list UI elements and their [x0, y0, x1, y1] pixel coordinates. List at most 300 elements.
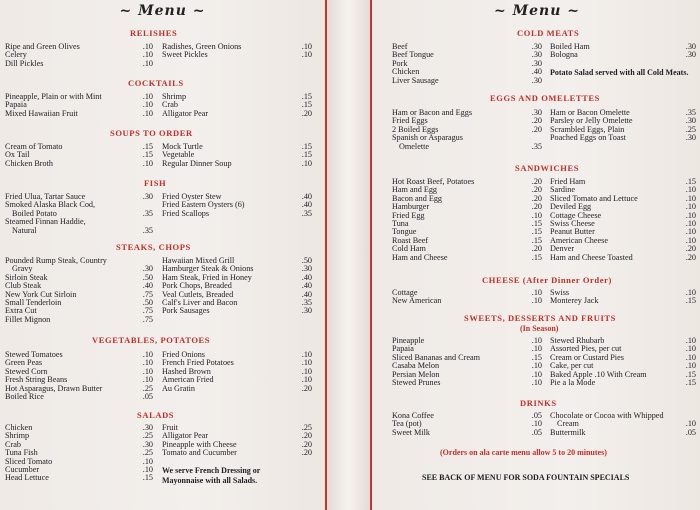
menu-item-price: .35: [142, 208, 153, 218]
menu-item: [5, 316, 153, 324]
menu-item-price: .10: [142, 50, 153, 60]
menu-item-name: American Cheese: [550, 235, 608, 245]
order-time-note: (Orders on ala carte menu allow 5 to 20 minutes): [440, 448, 607, 457]
menu-item-name: Stewed Corn: [5, 366, 48, 376]
menu-item-name: Poached Eggs on Toast: [550, 133, 626, 143]
menu-item-name: Omelette: [399, 141, 430, 151]
menu-item: [162, 210, 312, 218]
menu-item-name: Au Gratin: [162, 383, 195, 393]
menu-item-price: .10: [142, 108, 153, 118]
section-heading-drinks: DRINKS: [520, 398, 557, 408]
menu-item-price: .20: [301, 108, 312, 118]
menu-item-name: Radishes, Green Onions: [162, 42, 242, 51]
menu-item-price: .15: [531, 218, 542, 228]
section-heading-eggs: EGGS AND OMELETTES: [490, 93, 600, 103]
book-gutter: [327, 0, 370, 510]
menu-item-name: Tomato and Cucumber: [162, 448, 237, 458]
menu-item-name: Assorted Pies, per cut: [550, 344, 622, 354]
eggs-col-right: [550, 109, 696, 143]
menu-item-price: .20: [301, 448, 312, 458]
menu-item-name: Celery: [5, 50, 27, 60]
menu-item-price: .10: [531, 377, 542, 387]
menu-item: [392, 297, 542, 305]
menu-item-name: Boiled Ham: [550, 42, 590, 51]
sandwiches-col-right: [550, 178, 696, 262]
soups-col-left: [5, 143, 153, 168]
menu-item-name: Small Tenderloin: [5, 297, 62, 307]
section-heading-relishes: RELISHES: [130, 28, 178, 38]
menu-item-name: Stewed Rhubarb: [550, 336, 605, 345]
menu-item-name: Persian Melon: [392, 369, 440, 379]
menu-item-name: Boiled Potato: [12, 208, 57, 218]
menu-item-price: .75: [142, 289, 153, 299]
menu-item-price: .30: [142, 423, 153, 432]
menu-item-price: .05: [142, 391, 153, 401]
menu-item-name: Pineapple with Cheese: [162, 439, 237, 449]
menu-item-price: .10: [685, 202, 696, 212]
menu-item-price: .10: [301, 350, 312, 359]
drinks-col-right: [550, 412, 696, 437]
menu-item-name: Fried Eastern Oysters (6): [162, 200, 245, 210]
section-heading-soups: SOUPS TO ORDER: [110, 128, 193, 138]
menu-item-name: Fried Onions: [162, 350, 205, 359]
menu-page-right: [370, 0, 700, 510]
menu-item: [392, 379, 542, 387]
menu-item-name: Cream: [557, 419, 579, 429]
menu-item-name: Crab: [162, 100, 178, 110]
menu-item-price: .40: [301, 272, 312, 282]
menu-item-price: .10: [685, 288, 696, 297]
menu-item-price: .10: [301, 366, 312, 376]
cheese-col-right: [550, 289, 696, 306]
menu-item-price: .50: [301, 256, 312, 265]
menu-item-price: .20: [301, 383, 312, 393]
menu-item-name: Smoked Alaska Black Cod,: [5, 200, 96, 210]
menu-item-name: Hot Asparagus, Drawn Butter: [5, 383, 103, 393]
menu-item-name: Ox Tail: [5, 150, 30, 160]
menu-item-name: Ham or Bacon and Eggs: [392, 108, 473, 117]
menu-item-name: Boiled Rice: [5, 391, 44, 401]
menu-item-name: Green Peas: [5, 358, 43, 368]
menu-page-left: [0, 0, 327, 510]
menu-item-price: .05: [685, 427, 696, 437]
menu-item: [392, 77, 542, 85]
menu-item-name: Hawaiian Mixed Grill: [162, 256, 235, 265]
menu-item-price: .05: [531, 411, 542, 420]
menu-item-name: Pie a la Mode: [550, 377, 596, 387]
menu-item-name: Fillet Mignon: [5, 314, 51, 324]
menu-item-price: .15: [685, 177, 696, 186]
menu-item-price: .10: [685, 227, 696, 237]
sweets-col-left: [392, 337, 542, 387]
menu-item-name: Ham and Egg: [392, 185, 438, 195]
menu-title: ~ Menu ~: [119, 3, 206, 19]
menu-item-name: Hot Roast Beef, Potatoes: [392, 177, 475, 186]
menu-item-price: .20: [531, 185, 542, 195]
menu-item-price: .10: [142, 366, 153, 376]
menu-item-name: American Fried: [162, 375, 214, 385]
fish-col-right: [162, 193, 312, 218]
menu-item-price: .75: [142, 306, 153, 316]
menu-item-price: .30: [685, 116, 696, 126]
menu-item-name: Natural: [12, 225, 37, 235]
menu-item-price: .25: [142, 448, 153, 458]
menu-item-price: .10: [142, 158, 153, 168]
section-heading-fish: FISH: [144, 178, 167, 188]
menu-item-price: .15: [142, 150, 153, 160]
menu-item-name: Vegetable: [162, 150, 195, 160]
menu-item-name: Ham or Bacon Omelette: [550, 108, 630, 117]
menu-item-name: Stewed Tomatoes: [5, 350, 63, 359]
section-heading-vegetables: VEGETABLES, POTATOES: [92, 335, 211, 345]
menu-item-name: New American: [392, 296, 442, 306]
menu-item-name: Papaia: [5, 100, 27, 110]
menu-item-price: .10: [142, 464, 153, 474]
menu-item-name: Alligator Pear: [162, 108, 209, 118]
menu-item-name: Tea (pot): [392, 419, 422, 429]
menu-item-price: .20: [301, 431, 312, 441]
section-heading-cheese: CHEESE (After Dinner Order): [482, 275, 612, 285]
menu-item-name: Fried Oyster Stew: [162, 192, 222, 201]
menu-item-name: Cold Ham: [392, 244, 426, 254]
menu-title: ~ Menu ~: [494, 3, 580, 19]
salads-col-left: [5, 424, 153, 483]
menu-item-price: .10: [142, 456, 153, 466]
menu-item: [5, 393, 153, 401]
menu-item-name: Fruit: [162, 423, 178, 432]
menu-item-name: Dill Pickles: [5, 58, 44, 68]
menu-item-price: .30: [142, 192, 153, 201]
menu-item-price: .10: [142, 58, 153, 68]
menu-item: [550, 379, 696, 387]
menu-item: [5, 110, 153, 118]
eggs-col-left: [392, 109, 542, 151]
menu-item: [162, 307, 312, 315]
menu-item-price: .20: [531, 124, 542, 134]
menu-item-name: Ham and Cheese: [392, 252, 448, 262]
menu-item-price: .25: [301, 423, 312, 432]
menu-item-price: .10: [531, 296, 542, 306]
menu-item-price: .30: [301, 264, 312, 274]
menu-item-price: .10: [685, 419, 696, 429]
menu-item-price: .25: [142, 383, 153, 393]
menu-item-name: Hamburger: [392, 202, 430, 212]
menu-item-name: Fresh String Beans: [5, 375, 68, 385]
menu-item-price: .15: [301, 150, 312, 160]
menu-item-name: Sweet Milk: [392, 427, 430, 437]
menu-item-price: .20: [301, 439, 312, 449]
menu-item-name: Casaba Melon: [392, 361, 440, 371]
menu-item-name: Scrambled Eggs, Plain: [550, 124, 625, 134]
menu-item-price: .30: [531, 42, 542, 51]
menu-item-name: Ham and Cheese Toasted: [550, 252, 633, 262]
menu-item-price: .20: [531, 116, 542, 126]
section-heading-cold-meats: COLD MEATS: [517, 28, 580, 38]
menu-item-name: Bologna: [550, 50, 578, 60]
menu-item-name: Pounded Rump Steak, Country: [5, 256, 107, 265]
sandwiches-col-left: [392, 178, 542, 262]
menu-item-price: .10: [531, 336, 542, 345]
menu-item-price: .10: [142, 42, 153, 51]
menu-item: [162, 449, 312, 457]
menu-item-price: .25: [142, 431, 153, 441]
menu-item-price: .40: [142, 281, 153, 291]
vegetables-col-right: [162, 351, 312, 393]
menu-item-price: .15: [531, 352, 542, 362]
menu-item-name: Pork: [392, 58, 408, 68]
menu-item: [162, 110, 312, 118]
soups-col-right: [162, 143, 312, 168]
menu-item-price: .10: [685, 193, 696, 203]
menu-item-price: .20: [685, 244, 696, 254]
section-heading-sweets: SWEETS, DESSERTS AND FRUITS: [464, 313, 616, 323]
menu-item-name: Kona Coffee: [392, 411, 434, 420]
cocktails-col-left: [5, 93, 153, 118]
menu-item-price: .15: [301, 142, 312, 151]
menu-item: [550, 134, 696, 142]
menu-item-name: Tongue: [392, 227, 417, 237]
menu-item-name: Deviled Egg: [550, 202, 592, 212]
menu-item-price: .10: [301, 375, 312, 385]
menu-item-price: .35: [531, 141, 542, 151]
menu-item-price: .30: [531, 58, 542, 68]
menu-item-price: .10: [531, 288, 542, 297]
menu-item-price: .35: [301, 297, 312, 307]
menu-item-price: .30: [685, 42, 696, 51]
menu-item-name: Sardine: [550, 185, 576, 195]
menu-item-price: .15: [301, 92, 312, 101]
menu-item-price: .20: [685, 252, 696, 262]
menu-item: [5, 474, 153, 482]
section-heading-steaks: STEAKS, CHOPS: [116, 242, 191, 252]
sweets-col-right: [550, 337, 696, 387]
menu-item-name: Fried Eggs: [392, 116, 428, 126]
menu-item-name: Mixed Hawaiian Fruit: [5, 108, 78, 118]
menu-item-name: Liver Sausage: [392, 75, 439, 85]
menu-item-name: Shrimp: [162, 92, 187, 101]
menu-item-price: .05: [531, 427, 542, 437]
menu-item-price: .30: [531, 50, 542, 60]
menu-item: [550, 254, 696, 262]
menu-item-name: Alligator Pear: [162, 431, 209, 441]
section-heading-sandwiches: SANDWICHES: [515, 163, 580, 173]
menu-item-name: Shrimp: [5, 431, 30, 441]
menu-item-name: Swiss: [550, 288, 570, 297]
section-heading-salads: SALADS: [137, 410, 175, 420]
menu-item-price: .10: [301, 50, 312, 60]
menu-item-name: Sirloin Steak: [5, 272, 48, 282]
menu-item-name: Pineapple: [392, 336, 425, 345]
soda-fountain-note: SEE BACK OF MENU FOR SODA FOUNTAIN SPECIALS: [422, 473, 630, 482]
menu-item-price: .35: [685, 108, 696, 117]
menu-item-name: Stewed Prunes: [392, 377, 441, 387]
cocktails-col-right: [162, 93, 312, 118]
cold-meats-note: Potato Salad served with all Cold Meats.: [550, 68, 689, 77]
menu-item: [392, 143, 542, 151]
menu-item-name: Chicken Broth: [5, 158, 53, 168]
menu-item-price: .10: [685, 185, 696, 195]
menu-item-price: .10: [142, 92, 153, 101]
section-heading-cocktails: COCKTAILS: [128, 78, 184, 88]
menu-item-price: .10: [531, 344, 542, 354]
menu-item-name: Peanut Butter: [550, 227, 595, 237]
menu-item-name: Sliced Tomato and Lettuce: [550, 193, 638, 203]
menu-item-name: Sliced Tomato: [5, 456, 53, 466]
menu-item: [5, 432, 153, 440]
drinks-col-left: [392, 412, 542, 437]
menu-item-name: Beef: [392, 42, 408, 51]
menu-item-name: Ripe and Green Olives: [5, 42, 80, 51]
menu-item-name: Chocolate or Cocoa with Whipped: [550, 411, 664, 420]
menu-item-name: Sweet Pickles: [162, 50, 208, 60]
menu-item-name: Bacon and Egg: [392, 193, 443, 203]
menu-item: [392, 212, 542, 220]
menu-item-price: .50: [142, 297, 153, 307]
menu-item: [550, 51, 696, 59]
menu-item-price: .30: [531, 75, 542, 85]
menu-item-price: .15: [142, 142, 153, 151]
fish-col-left: [5, 193, 153, 235]
menu-item-price: .15: [685, 377, 696, 387]
menu-item: [5, 43, 153, 51]
menu-item: [392, 254, 542, 262]
menu-item-name: Spanish or Asparagus: [392, 133, 463, 143]
menu-item-name: New York Cut Sirloin: [5, 289, 77, 299]
menu-item-name: Cucumber: [5, 464, 40, 474]
menu-item-price: .15: [142, 473, 153, 483]
menu-item-price: .15: [531, 252, 542, 262]
menu-item-price: .10: [301, 158, 312, 168]
menu-item-name: Cottage Cheese: [550, 210, 602, 220]
menu-item-name: Fried Ulua, Tartar Sauce: [5, 192, 86, 201]
menu-item-name: Tuna: [392, 218, 409, 228]
menu-item-name: Club Steak: [5, 281, 42, 291]
menu-item-price: .10: [685, 336, 696, 345]
menu-item-name: Ham Steak, Fried in Honey: [162, 272, 252, 282]
menu-item: [162, 160, 312, 168]
vegetables-col-left: [5, 351, 153, 401]
cold-meats-col-right: [550, 43, 696, 60]
menu-item-price: .30: [142, 264, 153, 274]
menu-item-price: .10: [301, 42, 312, 51]
menu-item-name: Gravy: [12, 264, 33, 274]
menu-item-price: .40: [531, 67, 542, 77]
menu-item-name: Swiss Cheese: [550, 218, 595, 228]
steaks-col-left: [5, 257, 153, 324]
menu-item-price: .30: [301, 306, 312, 316]
menu-item-price: .15: [531, 227, 542, 237]
menu-item-price: .30: [142, 439, 153, 449]
relishes-col-right: [162, 43, 312, 60]
menu-item-name: 2 Boiled Eggs: [392, 124, 439, 134]
menu-item-name: Chicken: [5, 423, 33, 432]
menu-item: [550, 429, 696, 437]
menu-item-price: .10: [685, 218, 696, 228]
menu-item-price: .10: [142, 100, 153, 110]
steaks-col-right: [162, 257, 312, 316]
menu-item: [5, 160, 153, 168]
menu-item: [162, 93, 312, 101]
menu-item: [392, 429, 542, 437]
menu-item-price: .40: [301, 289, 312, 299]
menu-item-price: .10: [142, 375, 153, 385]
menu-item-price: .10: [685, 352, 696, 362]
menu-item-price: .10: [142, 350, 153, 359]
menu-item-name: Regular Dinner Soup: [162, 158, 232, 168]
menu-item-name: Sliced Bananas and Cream: [392, 352, 480, 362]
menu-item-name: Tuna Fish: [5, 448, 38, 458]
menu-item-name: French Fried Potatoes: [162, 358, 234, 368]
menu-item-price: .10: [685, 344, 696, 354]
menu-item-name: Roast Beef: [392, 235, 429, 245]
menu-item-name: Steamed Finnan Haddie,: [5, 217, 86, 227]
menu-item-name: Parsley or Jelly Omelette: [550, 116, 633, 126]
cheese-col-left: [392, 289, 542, 306]
menu-item-price: .40: [301, 192, 312, 201]
menu-item-name: Cream of Tomato: [5, 142, 63, 151]
menu-item-name: Extra Cut: [5, 306, 37, 316]
menu-item-price: .10: [531, 361, 542, 371]
salad-dressing-note: We serve French Dressing or Mayonnaise with all Salads.: [162, 466, 261, 485]
menu-item-price: .10: [685, 210, 696, 220]
menu-item: [550, 297, 696, 305]
menu-item-name: Pork Sausages: [162, 306, 210, 316]
menu-item-price: .15: [685, 296, 696, 306]
menu-item-name: Cottage: [392, 288, 418, 297]
menu-item-price: .20: [531, 177, 542, 186]
menu-item-name: Fried Egg: [392, 210, 425, 220]
menu-item-name: Veal Cutlets, Breaded: [162, 289, 234, 299]
menu-item-name: Beef Tongue: [392, 50, 434, 60]
cold-meats-col-left: [392, 43, 542, 85]
menu-item-price: .40: [301, 200, 312, 210]
menu-item-price: .25: [685, 124, 696, 134]
menu-item: [5, 60, 153, 68]
menu-item-price: .20: [531, 202, 542, 212]
relishes-col-left: [5, 43, 153, 68]
menu-item-name: Mock Turtle: [162, 142, 203, 151]
menu-item-name: Head Lettuce: [5, 473, 49, 483]
menu-item-price: .40: [301, 281, 312, 291]
menu-item-price: .10: [685, 361, 696, 371]
menu-item-name: Fried Scallops: [162, 208, 210, 218]
menu-item: [162, 51, 312, 59]
menu-item: [162, 385, 312, 393]
menu-item-price: .35: [142, 225, 153, 235]
salads-col-right: [162, 424, 312, 458]
menu-item-name: Crab: [5, 439, 21, 449]
menu-item-name: Pork Chops, Breaded: [162, 281, 232, 291]
menu-item-price: .15: [531, 235, 542, 245]
menu-item-name: Denver: [550, 244, 575, 254]
menu-item-name: Cream or Custard Pies: [550, 352, 624, 362]
menu-item-name: Fried Ham: [550, 177, 586, 186]
menu-item: [5, 227, 153, 235]
menu-item-name: Buttermilk: [550, 427, 586, 437]
menu-item-name: Chicken: [392, 67, 420, 77]
menu-item-price: .10: [142, 358, 153, 368]
menu-item-price: .50: [142, 272, 153, 282]
menu-item-name: Papaia: [392, 344, 414, 354]
menu-item-price: .10: [531, 419, 542, 429]
menu-item-name: Hamburger Steak & Onions: [162, 264, 254, 274]
menu-item-price: .10: [685, 235, 696, 245]
menu-item-price: .30: [685, 133, 696, 143]
menu-item-name: Baked Apple .10 With Cream: [550, 369, 647, 379]
menu-item-name: Hashed Brown: [162, 366, 211, 376]
menu-item: [392, 337, 542, 345]
menu-item: [5, 93, 153, 101]
